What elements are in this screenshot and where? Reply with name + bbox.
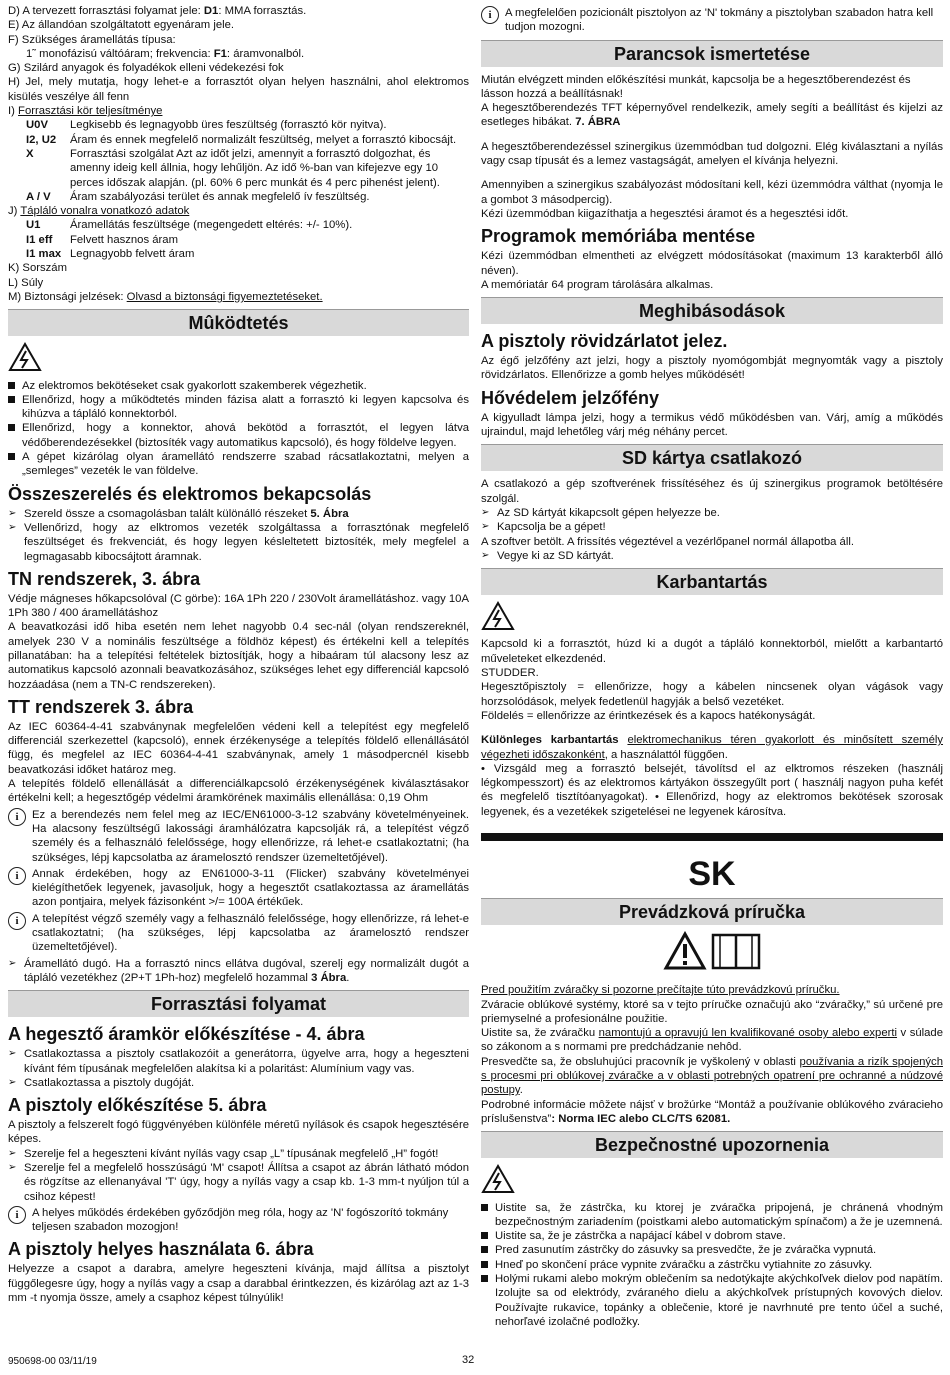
tn-text-1: Védje mágneses hőkapcsolóval (C görbe): 16A 1Ph 220 / 230Volt áramellátáshoz. vagy 10A 1Ph 380 / 400 áramellátáshoz [8, 592, 469, 620]
info-note: i Annak érdekében, hogy az EN61000-3-11 (Flicker) szabvány követelményei kielégíthetőek legyenek, javasoljuk, hogy a hegesztőt csatlakoztassa az áramellátás azon pontjaira, melyek fázisonként >/= 100A értékűek. [8, 867, 469, 910]
sd-item: ➢ Kapcsolja be a gépet! [481, 521, 606, 534]
heading-tt: TT rendszerek 3. ábra [8, 696, 194, 717]
karb-text-5: Különleges karbantartás elektromechanikus téren gyakorlott és minősített személy végezheti időszakonként, a használattól függően. [481, 734, 944, 761]
safety-item: Ellenőrizd, hogy a működtetés minden fázisa alatt a forrasztó ki legyen kapcsolva és kihúzva a tápláló konnektorból. [8, 393, 469, 422]
info-note: i A megfelelően pozicionált pisztolyon az 'N' tokmány a pisztolyban szabadon hatra kell tudjon mozogni. [481, 6, 943, 35]
list-item-j: J) Tápláló vonalra vonatkozó adatok [8, 205, 190, 218]
heading-osszeszereles: Összeszerelés és elektromos bekapcsolás [8, 483, 372, 504]
section-banner-parancsok: Parancsok ismertetése [481, 40, 943, 67]
sk-text-5: Podrobné informácie môžete nájsť v brožúrke “Montáž a používanie oblúkového zváracieho príslušenstva”: Norma IEC alebo CLC/TS 62081. [481, 1098, 943, 1125]
rovidzar-text: Az égő jelzőfény azt jelzi, hogy a pisztoly nyomógombját megnyomták vagy a pisztoly rövidzárlatos. Ellenőrizze a gomb helyes működését! [481, 355, 943, 382]
list-item-l: L) Súly [8, 276, 44, 289]
section-banner-karbantartas: Karbantartás [481, 568, 943, 595]
tt-text-2: A telepítés földelő ellenállását a differenciálkapcsoló érzékenységének kiválasztásakor értékelni kell; a hegesztőgép védelmi áramkörének maximális ellenállása: 0,19 Ohm [8, 778, 469, 805]
hegeszto-item: ➢ Csatlakoztassa a pisztoly dugóját. [8, 1076, 195, 1089]
list-item-d: D) A tervezett forrasztási folyamat jele: D1: MMA forrasztás. [8, 5, 307, 17]
karb-text-6: • Vizsgáld meg a forrasztó belsejét, távolítsd el az elktromos részeken (használj légkompesszort) és az elektromos kártyákon összegyűlt port ( használj nagyon puha kefét és megfelelő tisztítóanyagokat). • Ellenőrizd, hogy az elektromos bekötések szorosak legyenek, és a vezetékek szigetelései ne legyenek károsítva. [481, 762, 943, 818]
sk-text-4: Presvedčte sa, že obsluhujúci pracovník je vyškolený v oblasti používania a rizík spojených s procesmi pri oblúkovej zváračke a v oblasti potrebných opatrení pre ochranné a núdzové postupy. [481, 1055, 943, 1097]
assembly-item: ➢ Vellenőrizd, hogy az elktromos vezeték szolgáltassa a forrasztónak megfelelő feszültséget és frekvenciát, és hogy legyen késleltetett biztosíték, mely megfelel a legmagasabb kibocsájtott áramnak. [8, 521, 469, 563]
heading-hovedelem: Hővédelem jelzőfény [481, 387, 660, 408]
sd-text: A csatlakozó a gép szoftverének frissítéséhez és új szinergikus programok betöltésére szolgál. [481, 478, 943, 505]
info-note: i Ez a berendezés nem felel meg az IEC/EN61000-3-12 szabvány követelményeinek. Ha alacsony feszültségű lakossági áramhálózatra kapcsolják rá, a telepítést végző személy és a felhasználó felelőssége, hogy ellenőrizze, rá lehet-e csatlakoztatni; (ha szükséges, lépj kapcsolatba az áramelosztó rendszer üzemeltetőjével). [8, 808, 469, 865]
sd-text-2: A szoftver betölt. A frissítés végeztével a vezérlőpanel normál állapotba áll. [481, 535, 855, 548]
pisztoly-item: ➢ Szerelje fel a megfelelő hosszúságú 'M' csapot! Állítsa a csapot az ábrán látható módon és rögzítse az ellenanyával 'T' úgy, hogy a nyílás vagy a csap kb. 1-3 mm-t nyúljon túl a csihoz képest! [8, 1162, 469, 1203]
assembly-item: ➢ Szereld össze a csomagolásban talált különálló részeket 5. Ábra [8, 507, 349, 520]
safety-item: Az elektromos bekötéseket csak gyakorlott szakemberek végezhetik. [8, 379, 469, 393]
heading-hegeszto: A hegesztő áramkör előkészítése - 4. ábra [8, 1024, 365, 1045]
warning-triangle-icon [481, 601, 943, 635]
language-divider [481, 833, 943, 841]
sk-text-3: Uistite sa, že zváračku namontujú a opravujú len kvalifikované osoby alebo experti v súlade so zákonom a s normami pre predchádzanie nehôd. [481, 1027, 943, 1054]
def-u0v: U0V Legkisebb és legnagyobb üres feszültség (forrasztó kör nyitva). [26, 119, 387, 132]
programok-text-2: A memóriatár 64 program tárolására alkalmas. [481, 278, 714, 291]
heading-tn: TN rendszerek, 3. ábra [8, 568, 201, 589]
karb-text-2: STUDDER. [481, 667, 539, 680]
section-banner-mukodtetes: Mûködtetés [8, 309, 469, 336]
warning-triangle-icon [481, 1164, 943, 1198]
footer-code: 950698-00 03/11/19 [8, 1356, 97, 1367]
plug-item: ➢ Áramellátó dugó. Ha a forrasztó nincs ellátva dugóval, szerelj egy normalizált dugót a tápláló vezetékhez (2P+T 1Ph-hoz) megfelelő hozammal 3 Ábra. [8, 957, 469, 984]
sk-text-2: Zváracie oblúkové systémy, ktoré sa v tejto príručke označujú ako “zváračky,” sú určené pre priemyselné a profesionálne použitie. [481, 998, 943, 1025]
info-icon: i [481, 6, 505, 35]
sk-text-1: Pred použitím zváračky si pozorne prečítajte túto prevádzkovú príručku. [481, 984, 840, 997]
section-banner-sd: SD kártya csatlakozó [481, 444, 943, 471]
info-note: i A telepítést végző személy vagy a felhasználó felelőssége, hogy ellenőrizze, rá lehet-e csatlakoztatni; (ha szükséges, lépj kapcsolatba az áramelosztó rendszer üzemeltetőjével). [8, 912, 469, 955]
warning-triangle-icon [8, 342, 469, 376]
parancsok-text-1: Miután elvégzett minden előkészítési munkát, kapcsolja be a hegesztőberendezést és lásson hozzá a beállításnak! [481, 73, 911, 100]
def-i1eff: I1 eff Felvett hasznos áram [26, 233, 178, 246]
bezp-item: Hneď po skončení práce vypnite zváračku a zástrčku vytiahnite zo zásuvky. [481, 1258, 943, 1272]
section-banner-prevadzkova: Prevádzková príručka [481, 898, 943, 925]
safety-item: A gépet kizárólag olyan áramellátó rendszerre szabad rácsatlakoztatni, melyen a „semleges” vezeték le van földelve. [8, 450, 469, 479]
right-column [481, 4, 943, 1329]
bezp-item: Pred zasunutím zástrčky do zásuvky sa presvedčte, že je zváračka vypnutá. [481, 1243, 943, 1257]
info-icon: i [8, 808, 32, 865]
page-number: 32 [462, 1354, 475, 1366]
hegeszto-item: ➢ Csatlakoztassa a pisztoly csatlakozóit a generátorra, ügyelve arra, hogy a hegeszteni kívánt fém típusának megfelelően alakítsa ki a polaritást: Alumínium vagy vas. [8, 1048, 469, 1075]
bezp-item: Holými rukami alebo mokrým oblečením sa nedotýkajte akýchkoľvek dielov pod napätím. Izolujte sa od elektródy, zváraného dielu a akýchkoľvek prístupných kovových dielov. Používajte rukavice, topánky a oblečenie, ktoré je navrhnuté pre tento účel a suché, nehorľavé izolačné podložky. [481, 1272, 943, 1329]
manual-icons [481, 931, 943, 975]
warning-triangle-icon [663, 931, 707, 971]
info-icon: i [8, 1206, 32, 1235]
def-i2u2: I2, U2 Áram és ennek megfelelő normalizált feszültség, melyet a forrasztó kibocsájt. [26, 133, 457, 146]
list-item-i: I) Forrasztási kör teljesítménye [8, 105, 163, 118]
karb-text-4: Földelés = ellenőrizze az érintkezések és a kapocs hatékonyságát. [481, 709, 816, 722]
pisztoly-item: ➢ Szerelje fel a hegeszteni kívánt nyílás vagy csap „L” típusának megfelelő „H” fogót! [8, 1147, 439, 1160]
heading-pisztoly: A pisztoly előkészítése 5. ábra [8, 1095, 267, 1116]
bezp-item: Uistite sa, že zástrčka, ku ktorej je zváračka pripojená, je chránená vhodným bezpečnostným zariadením (poistkami alebo automatickým spínačom) a že je uzemnená. [481, 1201, 943, 1230]
programok-text-1: Kézi üzemmódban elmentheti az elvégzett módosításokat (maximum 13 karakterből álló néven). [481, 250, 943, 277]
info-icon: i [8, 867, 32, 910]
language-code: SK [688, 854, 736, 893]
list-item-e: E) Az állandóan szolgáltatott egyenáram jele. [8, 19, 235, 32]
def-av: A / V Áram szabályozási terület és annak megfelelő ív feszültség. [26, 190, 370, 203]
tt-text-1: Az IEC 60364-4-41 szabványnak megfelelően védeni kell a telepítést egy megfelelő differenciál szerkezettel (kapcsoló), ennek érzékenysége a telepítés földelő ellenállásától függ, és megfelel az IEC 60364-4-41 szabványnak, amely 1 másodpercnél kisebb beavatkozási időket határoz meg. [8, 720, 469, 776]
bezp-item: Uistite sa, že je zástrčka a napájací kábel v dobrom stave. [481, 1229, 943, 1243]
parancsok-text-4: Amennyiben a szinergikus szabályozást módosítani kell, kézi üzemmódra válthat (nyomja le a gombot 3 másodpercig). [481, 179, 943, 206]
pisztoly-text: A pisztoly a felszerelt fogó függvényében különféle méretű nyílások és csapok hegesztésére képes. [8, 1119, 469, 1146]
section-banner-meghibasodasok: Meghibásodások [481, 297, 943, 324]
heading-programok: Programok memóriába mentése [481, 226, 756, 247]
sd-item: ➢ Az SD kártyát kikapcsolt gépen helyezze be. [481, 506, 720, 519]
manual-book-icon [711, 931, 761, 971]
info-note: i A helyes működés érdekében győződjön meg róla, hogy az 'N' fogószorító tokmány teljesen szabadon mozogjon! [8, 1206, 469, 1235]
parancsok-text-3: A hegesztőberendezéssel szinergikus üzemmódban tud dolgozni. Elég kiválasztani a nyílás vagy csap típusát és a lemez vastagságát, amelyen el kívánja helyezni. [481, 140, 943, 168]
section-banner-forrasztasi: Forrasztási folyamat [8, 990, 469, 1017]
def-x: X Forrasztási szolgálat Azt az időt jelzi, amennyit a forrasztó dolgozhat, és amenny ideig kell állnia, hogy lehűljön. Az idő %-ban van kifejezve egy 10 perces időszak alapján. (pl. 60% 6 perc munkát és 4 perc pihenést jelent). [26, 147, 440, 189]
list-item-h: H) Jel, mely mutatja, hogy lehet-e a forrasztót olyan helyen használni, ahol elektromos kisülés veszélye áll fenn [8, 76, 469, 103]
safety-item: Ellenőrizd, hogy a konnektor, ahová bekötöd a forrasztót, el legyen látva védőberendezésekkel (biztosíték vagy automatikus kapcsoló), és hogy földelve legyen. [8, 421, 469, 450]
helyes-text: Helyezze a csapot a darabra, amelyre hegeszteni kívánja, majd állítsa a pisztolyt függőlegesre úgy, hogy a nyílás vagy a csap a darabbal érintkezzen, és kizárólag azt az 1-3 mm -t nyomja össze, amely a csaphoz képest túlnyúlik! [8, 1263, 469, 1305]
def-u1: U1 Áramellátás feszültsége (megengedett eltérés: +/- 10%). [26, 219, 353, 232]
parancsok-text-5: Kézi üzemmódban kiigazíthatja a hegesztési áramot és a hegesztési időt. [481, 207, 849, 220]
list-item-f-detail: 1˜ monofázisú váltóáram; frekvencia: F1: áramvonalból. [26, 47, 305, 60]
heading-helyes: A pisztoly helyes használata 6. ábra [8, 1239, 314, 1260]
parancsok-text-2: A hegesztőberendezés TFT képernyővel rendelkezik, amely segíti a beállítást és kijelzi az esetleges hibákat. 7. ÁBRA [481, 102, 943, 129]
info-icon: i [8, 912, 32, 955]
list-item-g: G) Szilárd anyagok és folyadékok elleni védekezési fok [8, 62, 284, 75]
list-item-f: F) Szükséges áramellátás típusa: [8, 33, 176, 46]
karb-text-3: Hegesztőpisztoly = ellenőrizze, hogy a kábelen nincsenek olyan vágások vagy horzsolódások, melyek fedetlenül hagyják a belső vezetéket. [481, 681, 943, 708]
left-column [8, 4, 469, 1305]
heading-rovidzar: A pisztoly rövidzárlatot jelez. [481, 331, 728, 352]
karb-text-1: Kapcsold ki a forrasztót, húzd ki a dugót a tápláló konnektorból, mielőtt a karbantartó műveleteket elkezdenéd. [481, 638, 943, 665]
list-item-k: K) Sorszám [8, 262, 68, 275]
section-banner-bezpecnostne: Bezpečnostné upozornenia [481, 1131, 943, 1158]
sd-item: ➢ Vegye ki az SD kártyát. [481, 549, 614, 562]
tn-text-2: A beavatkozási idő hiba esetén nem lehet nagyobb 0.4 sec-nál (olyan rendszereknél, amelyek 230 V a nominális feszültsége a földhöz képest) és értékelni kell a telepítés pillanatában: ha a telepítési feltételek biztosítják, hogy a hibaáram túl alacsony lesz az automatikus kapcsoló azonnali beavatkozásához, szükséges lehet egy differenciál kapcsoló hozzáadása (nem a TN-C rendszereken). [8, 621, 469, 691]
hovedelem-text: A kigyulladt lámpa jelzi, hogy a termikus védő működésben van. Várj, amíg a működés ujraindul, majd lehetőleg várj még néhány percet. [481, 411, 943, 439]
def-i1max: I1 max Legnagyobb felvett áram [26, 248, 195, 261]
list-item-m: M) Biztonsági jelzések: Olvasd a biztonsági figyemeztetéseket. [8, 290, 323, 303]
